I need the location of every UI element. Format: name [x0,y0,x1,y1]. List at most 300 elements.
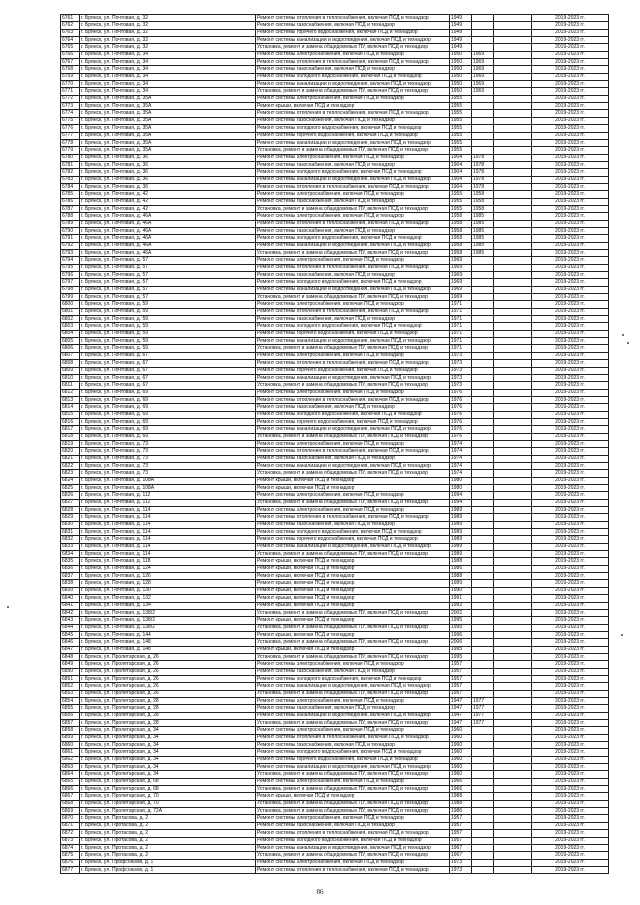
year-built-cell: 1904 [450,169,472,176]
year-reconstructed-cell [472,551,494,558]
work-type-cell: Ремонт системы горячего водоснабжения, включая ПСД и технадзор [256,536,450,543]
work-type-cell: Ремонт системы газоснабжения, включая ПСД и технадзор [256,822,450,829]
work-type-cell: Ремонт системы горячего водоснабжения, включая ПСД и технадзор [256,418,450,425]
address-cell: г. Брянск, ул. Пролетарская, д. 70 [80,800,256,807]
year-reconstructed-cell [472,301,494,308]
num-cell: 6798 [61,286,80,293]
period-cell: 2019-2023 гг. [532,815,609,822]
table-row [61,301,609,308]
year-built-cell: 2002 [450,609,472,616]
year-reconstructed-cell [472,308,494,315]
address-cell: г. Брянск, ул. Пролетарская, д. 26 [80,683,256,690]
year-built-cell: 1960 [450,749,472,756]
table-row [61,264,609,271]
blank-cell [494,646,532,653]
work-type-cell: Установка, ремонт и замена общедомовых ПУ, включая ПСД и технадзор [256,720,450,727]
num-cell: 6834 [61,551,80,558]
work-type-cell: Ремонт системы газоснабжения, включая ПСД и технадзор [256,22,450,29]
num-cell: 6858 [61,727,80,734]
table-row [61,492,609,499]
work-type-cell: Ремонт системы газоснабжения, включая ПСД и технадзор [256,705,450,712]
num-cell: 6794 [61,257,80,264]
blank-cell [494,242,532,249]
year-reconstructed-cell [472,117,494,124]
work-type-cell: Ремонт системы горячего водоснабжения, включая ПСД и технадзор [256,29,450,36]
period-cell: 2019-2023 гг. [532,81,609,88]
year-reconstructed-cell [472,338,494,345]
period-cell: 2019-2023 гг. [532,514,609,521]
num-cell: 6842 [61,609,80,616]
period-cell: 2019-2023 гг. [532,220,609,227]
blank-cell [494,727,532,734]
blank-cell [494,448,532,455]
work-type-cell: Ремонт системы газоснабжения, включая ПСД и технадзор [256,198,450,205]
num-cell: 6791 [61,235,80,242]
year-built-cell: 1960 [450,764,472,771]
year-built-cell: 1989 [450,521,472,528]
work-type-cell: Ремонт системы газоснабжения, включая ПСД и технадзор [256,272,450,279]
num-cell: 6796 [61,272,80,279]
num-cell: 6832 [61,536,80,543]
blank-cell [494,139,532,146]
year-reconstructed-cell [472,764,494,771]
period-cell: 2019-2023 гг. [532,440,609,447]
work-type-cell: Ремонт системы канализации и водоотведения, включая ПСД и технадзор [256,374,450,381]
period-cell: 2019-2023 гг. [532,235,609,242]
year-built-cell: 1947 [450,697,472,704]
period-cell: 2019-2023 гг. [532,720,609,727]
address-cell: г. Брянск, ул. Почтовая, д. 69 [80,433,256,440]
num-cell: 6812 [61,389,80,396]
period-cell: 2019-2023 гг. [532,639,609,646]
table-row [61,462,609,469]
year-built-cell: 1973 [450,859,472,866]
period-cell: 2019-2023 гг. [532,264,609,271]
address-cell: г. Брянск, ул. Почтовая, д. 148 [80,646,256,653]
table-row [61,507,609,514]
table-body [61,15,609,874]
blank-cell [494,543,532,550]
address-cell: г. Брянск, ул. Почтовая, д. 34 [80,59,256,66]
blank-cell [494,675,532,682]
num-cell: 6793 [61,250,80,257]
work-type-cell: Установка, ремонт и замена общедомовых ПУ, включая ПСД и технадзор [256,250,450,257]
period-cell: 2019-2023 гг. [532,565,609,572]
year-reconstructed-cell [472,470,494,477]
num-cell: 6830 [61,521,80,528]
address-cell: г. Брянск, ул. Почтовая, д. 35А [80,132,256,139]
blank-cell [494,764,532,771]
year-built-cell: 1955 [450,125,472,132]
table-row [61,852,609,859]
work-type-cell: Ремонт крыши, включая ПСД и технадзор [256,103,450,110]
num-cell: 6769 [61,73,80,80]
blank-cell [494,521,532,528]
num-cell: 6845 [61,631,80,638]
year-reconstructed-cell [472,595,494,602]
year-built-cell: 1955 [450,205,472,212]
period-cell: 2019-2023 гг. [532,595,609,602]
table-row [61,176,609,183]
address-cell: г. Брянск, ул. Почтовая, д. 36 [80,154,256,161]
address-cell: г. Брянск, ул. Почтовая, д. 114 [80,551,256,558]
address-cell: г. Брянск, ул. Почтовая, д. 35А [80,147,256,154]
work-type-cell: Ремонт системы газоснабжения, включая ПСД и технадзор [256,227,450,234]
period-cell: 2019-2023 гг. [532,44,609,51]
address-cell: г. Брянск, ул. Почтовая, д. 46А [80,220,256,227]
period-cell: 2019-2023 гг. [532,697,609,704]
year-reconstructed-cell [472,646,494,653]
year-reconstructed-cell [472,602,494,609]
address-cell: г. Брянск, ул. Почтовая, д. 59 [80,323,256,330]
table-row [61,161,609,168]
blank-cell [494,565,532,572]
blank-cell [494,697,532,704]
table-row [61,844,609,851]
table-row [61,830,609,837]
year-reconstructed-cell [472,367,494,374]
table-row [61,169,609,176]
year-built-cell: 1973 [450,352,472,359]
num-cell: 6805 [61,338,80,345]
period-cell: 2019-2023 гг. [532,808,609,815]
year-reconstructed-cell [472,455,494,462]
year-reconstructed-cell [472,661,494,668]
year-built-cell: 1986 [450,565,472,572]
year-built-cell: 1989 [450,514,472,521]
period-cell: 2019-2023 гг. [532,374,609,381]
year-built-cell: 1955 [450,191,472,198]
year-built-cell: 1974 [450,462,472,469]
year-built-cell: 1971 [450,338,472,345]
year-reconstructed-cell [472,742,494,749]
num-cell: 6821 [61,455,80,462]
address-cell: г. Брянск, ул. Пролетарская, д. 34 [80,764,256,771]
table-row [61,720,609,727]
work-type-cell: Ремонт крыши, включая ПСД и технадзор [256,631,450,638]
address-cell: г. Брянск, ул. Почтовая, д. 67 [80,367,256,374]
year-built-cell: 1990 [450,587,472,594]
year-reconstructed-cell [472,683,494,690]
period-cell: 2019-2023 гг. [532,536,609,543]
blank-cell [494,808,532,815]
year-built-cell: 1957 [450,815,472,822]
work-type-cell: Ремонт системы газоснабжения, включая ПСД и технадзор [256,316,450,323]
table-row [61,683,609,690]
table-row [61,66,609,73]
period-cell: 2019-2023 гг. [532,521,609,528]
year-built-cell: 1974 [450,455,472,462]
blank-cell [494,103,532,110]
period-cell: 2019-2023 гг. [532,338,609,345]
year-built-cell: 1904 [450,183,472,190]
work-type-cell: Ремонт крыши, включая ПСД и технадзор [256,558,450,565]
table-row [61,653,609,660]
address-cell: г. Брянск, ул. Почтовая, д. 46А [80,235,256,242]
table-row [61,514,609,521]
year-reconstructed-cell [472,404,494,411]
work-type-cell: Ремонт крыши, включая ПСД и технадзор [256,595,450,602]
num-cell: 6765 [61,44,80,51]
address-cell: г. Брянск, ул. Почтовая, д. 108А [80,485,256,492]
year-reconstructed-cell [472,323,494,330]
work-type-cell: Ремонт системы холодного водоснабжения, включая ПСД и технадзор [256,323,450,330]
work-type-cell: Ремонт системы газоснабжения, включая ПСД и технадзор [256,668,450,675]
year-reconstructed-cell [472,837,494,844]
work-type-cell: Установка, ремонт и замена общедомовых ПУ, включая ПСД и технадзор [256,609,450,616]
work-type-cell: Ремонт крыши, включая ПСД и технадзор [256,793,450,800]
blank-cell [494,227,532,234]
year-reconstructed-cell [472,426,494,433]
blank-cell [494,558,532,565]
num-cell: 6789 [61,220,80,227]
blank-cell [494,595,532,602]
num-cell: 6819 [61,440,80,447]
address-cell: г. Брянск, ул. Пролетарская, д. 26 [80,668,256,675]
num-cell: 6800 [61,301,80,308]
num-cell: 6814 [61,404,80,411]
page-number: 86 [316,888,324,896]
num-cell: 6875 [61,852,80,859]
table-row [61,668,609,675]
period-cell: 2019-2023 гг. [532,492,609,499]
table-row [61,213,609,220]
table-row [61,470,609,477]
num-cell: 6816 [61,418,80,425]
year-built-cell: 1960 [450,742,472,749]
address-cell: г. Брянск, ул. Пролетарская, д. 28 [80,712,256,719]
blank-cell [494,95,532,102]
num-cell: 6790 [61,227,80,234]
period-cell: 2019-2023 гг. [532,308,609,315]
year-built-cell: 1950 [450,88,472,95]
table-row [61,837,609,844]
period-cell: 2019-2023 гг. [532,154,609,161]
year-built-cell: 1957 [450,668,472,675]
year-reconstructed-cell: 1958 [472,198,494,205]
address-cell: г. Брянск, ул. Почтовая, д. 134 [80,602,256,609]
period-cell: 2019-2023 гг. [532,690,609,697]
blank-cell [494,367,532,374]
work-type-cell: Ремонт системы канализации и водоотведения, включая ПСД и технадзор [256,338,450,345]
num-cell: 6867 [61,793,80,800]
blank-cell [494,529,532,536]
num-cell: 6767 [61,59,80,66]
work-type-cell: Ремонт системы газоснабжения, включая ПСД и технадзор [256,117,450,124]
table-row [61,485,609,492]
year-reconstructed-cell [472,573,494,580]
address-cell: г. Брянск, ул. Протасова, д. 2 [80,837,256,844]
year-built-cell: 1957 [450,690,472,697]
year-reconstructed-cell: 1977 [472,705,494,712]
year-built-cell: 1973 [450,360,472,367]
work-type-cell: Ремонт системы горячего водоснабжения, включая ПСД и технадзор [256,330,450,337]
year-reconstructed-cell [472,110,494,117]
scan-speck [7,606,9,608]
work-type-cell: Ремонт системы отопления в теплоснабжения, включая ПСД и технадзор [256,360,450,367]
year-reconstructed-cell: 1978 [472,161,494,168]
table-row [61,521,609,528]
num-cell: 6829 [61,514,80,521]
num-cell: 6828 [61,507,80,514]
year-built-cell: 1955 [450,147,472,154]
blank-cell [494,492,532,499]
blank-cell [494,844,532,851]
year-reconstructed-cell [472,852,494,859]
table-row [61,859,609,866]
address-cell: г. Брянск, ул. Почтовая, д. 35А [80,110,256,117]
num-cell: 6839 [61,587,80,594]
table-row [61,198,609,205]
work-type-cell: Ремонт системы холодного водоснабжения, включая ПСД и технадзор [256,837,450,844]
year-built-cell: 1976 [450,411,472,418]
address-cell: г. Брянск, ул. Почтовая, д. 42 [80,191,256,198]
blank-cell [494,837,532,844]
work-type-cell: Установка, ремонт и замена общедомовых ПУ, включая ПСД и технадзор [256,771,450,778]
num-cell: 6862 [61,756,80,763]
year-built-cell: 1976 [450,418,472,425]
address-cell: г. Брянск, ул. Пролетарская, д. 28 [80,697,256,704]
blank-cell [494,859,532,866]
num-cell: 6779 [61,147,80,154]
address-cell: г. Брянск, ул. Почтовая, д. 34 [80,66,256,73]
work-type-cell: Ремонт системы электроснабжения, включая ПСД и технадзор [256,440,450,447]
num-cell: 6807 [61,352,80,359]
table-row [61,529,609,536]
num-cell: 6761 [61,15,80,22]
num-cell: 6874 [61,844,80,851]
table-row [61,580,609,587]
period-cell: 2019-2023 гг. [532,418,609,425]
year-reconstructed-cell [472,668,494,675]
year-built-cell: 1950 [450,59,472,66]
blank-cell [494,587,532,594]
table-row [61,631,609,638]
scan-speck [627,342,629,344]
period-cell: 2019-2023 гг. [532,242,609,249]
year-reconstructed-cell [472,477,494,484]
address-cell: г. Брянск, ул. Почтовая, д. 73 [80,448,256,455]
blank-cell [494,653,532,660]
num-cell: 6849 [61,661,80,668]
year-reconstructed-cell [472,727,494,734]
year-built-cell: 1955 [450,132,472,139]
work-type-cell: Ремонт системы электроснабжения, включая ПСД и технадзор [256,389,450,396]
num-cell: 6851 [61,675,80,682]
period-cell: 2019-2023 гг. [532,59,609,66]
year-reconstructed-cell [472,565,494,572]
year-built-cell: 1992 [450,602,472,609]
period-cell: 2019-2023 гг. [532,558,609,565]
work-type-cell: Установка, ремонт и замена общедомовых ПУ, включая ПСД и технадзор [256,808,450,815]
address-cell: г. Брянск, ул. Почтовая, д. 42 [80,205,256,212]
address-cell: г. Брянск, ул. Почтовая, д. 130 [80,587,256,594]
period-cell: 2019-2023 гг. [532,389,609,396]
table-row [61,81,609,88]
period-cell: 2019-2023 гг. [532,51,609,58]
table-row [61,639,609,646]
period-cell: 2019-2023 гг. [532,749,609,756]
table-row [61,360,609,367]
year-built-cell: 1957 [450,830,472,837]
address-cell: г. Брянск, ул. Почтовая, д. 34 [80,73,256,80]
address-cell: г. Брянск, ул. Почтовая, д. 114 [80,536,256,543]
period-cell: 2019-2023 гг. [532,529,609,536]
num-cell: 6854 [61,697,80,704]
table-row [61,800,609,807]
year-built-cell: 1955 [450,117,472,124]
work-type-cell: Ремонт системы канализации и водоотведения, включая ПСД и технадзор [256,712,450,719]
work-type-cell: Ремонт системы электроснабжения, включая ПСД и технадзор [256,697,450,704]
year-built-cell: 1969 [450,286,472,293]
address-cell: г. Брянск, ул. Почтовая, д. 73 [80,462,256,469]
work-type-cell: Ремонт системы газоснабжения, включая ПСД и технадзор [256,161,450,168]
year-reconstructed-cell: 1977 [472,697,494,704]
work-type-cell: Ремонт крыши, включая ПСД и технадзор [256,565,450,572]
blank-cell [494,639,532,646]
year-reconstructed-cell [472,786,494,793]
address-cell: г. Брянск, ул. Пролетарская, д. 70 [80,793,256,800]
address-cell: г. Брянск, ул. Пролетарская, д. 72А [80,808,256,815]
address-cell: г. Брянск, ул. Почтовая, д. 36 [80,161,256,168]
period-cell: 2019-2023 гг. [532,198,609,205]
period-cell: 2019-2023 гг. [532,580,609,587]
year-reconstructed-cell [472,22,494,29]
num-cell: 6850 [61,668,80,675]
year-built-cell: 1955 [450,103,472,110]
year-reconstructed-cell [472,734,494,741]
year-reconstructed-cell [472,844,494,851]
address-cell: г. Брянск, ул. Почтовая, д. 59 [80,330,256,337]
year-reconstructed-cell [472,316,494,323]
period-cell: 2019-2023 гг. [532,316,609,323]
address-cell: г. Брянск, ул. Почтовая, д. 118 [80,558,256,565]
period-cell: 2019-2023 гг. [532,110,609,117]
year-built-cell: 1986 [450,808,472,815]
address-cell: г. Брянск, ул. Почтовая, д. 114 [80,521,256,528]
address-cell: г. Брянск, ул. Почтовая, д. 32 [80,15,256,22]
year-built-cell: 1949 [450,22,472,29]
year-built-cell: 1950 [450,51,472,58]
table-row [61,617,609,624]
num-cell: 6859 [61,734,80,741]
period-cell: 2019-2023 гг. [532,727,609,734]
num-cell: 6764 [61,37,80,44]
work-type-cell: Ремонт системы канализации и водоотведения, включая ПСД и технадзор [256,426,450,433]
period-cell: 2019-2023 гг. [532,661,609,668]
blank-cell [494,712,532,719]
year-built-cell: 1974 [450,440,472,447]
work-type-cell: Ремонт крыши, включая ПСД и технадзор [256,646,450,653]
work-type-cell: Ремонт системы холодного водоснабжения, включая ПСД и технадзор [256,235,450,242]
period-cell: 2019-2023 гг. [532,793,609,800]
year-reconstructed-cell [472,756,494,763]
address-cell: г. Брянск, ул. Почтовая, д. 59 [80,308,256,315]
num-cell: 6826 [61,492,80,499]
num-cell: 6869 [61,808,80,815]
address-cell: г. Брянск, ул. Почтовая, д. 126 [80,573,256,580]
year-reconstructed-cell: 1969 [472,66,494,73]
work-type-cell: Ремонт системы электроснабжения, включая ПСД и технадзор [256,507,450,514]
year-reconstructed-cell [472,286,494,293]
table-row [61,279,609,286]
work-type-cell: Ремонт системы канализации и водоотведения, включая ПСД и технадзор [256,37,450,44]
table-row [61,499,609,506]
num-cell: 6772 [61,95,80,102]
address-cell: г. Брянск, ул. Почтовая, д. 36 [80,169,256,176]
year-built-cell: 1950 [450,73,472,80]
blank-cell [494,169,532,176]
